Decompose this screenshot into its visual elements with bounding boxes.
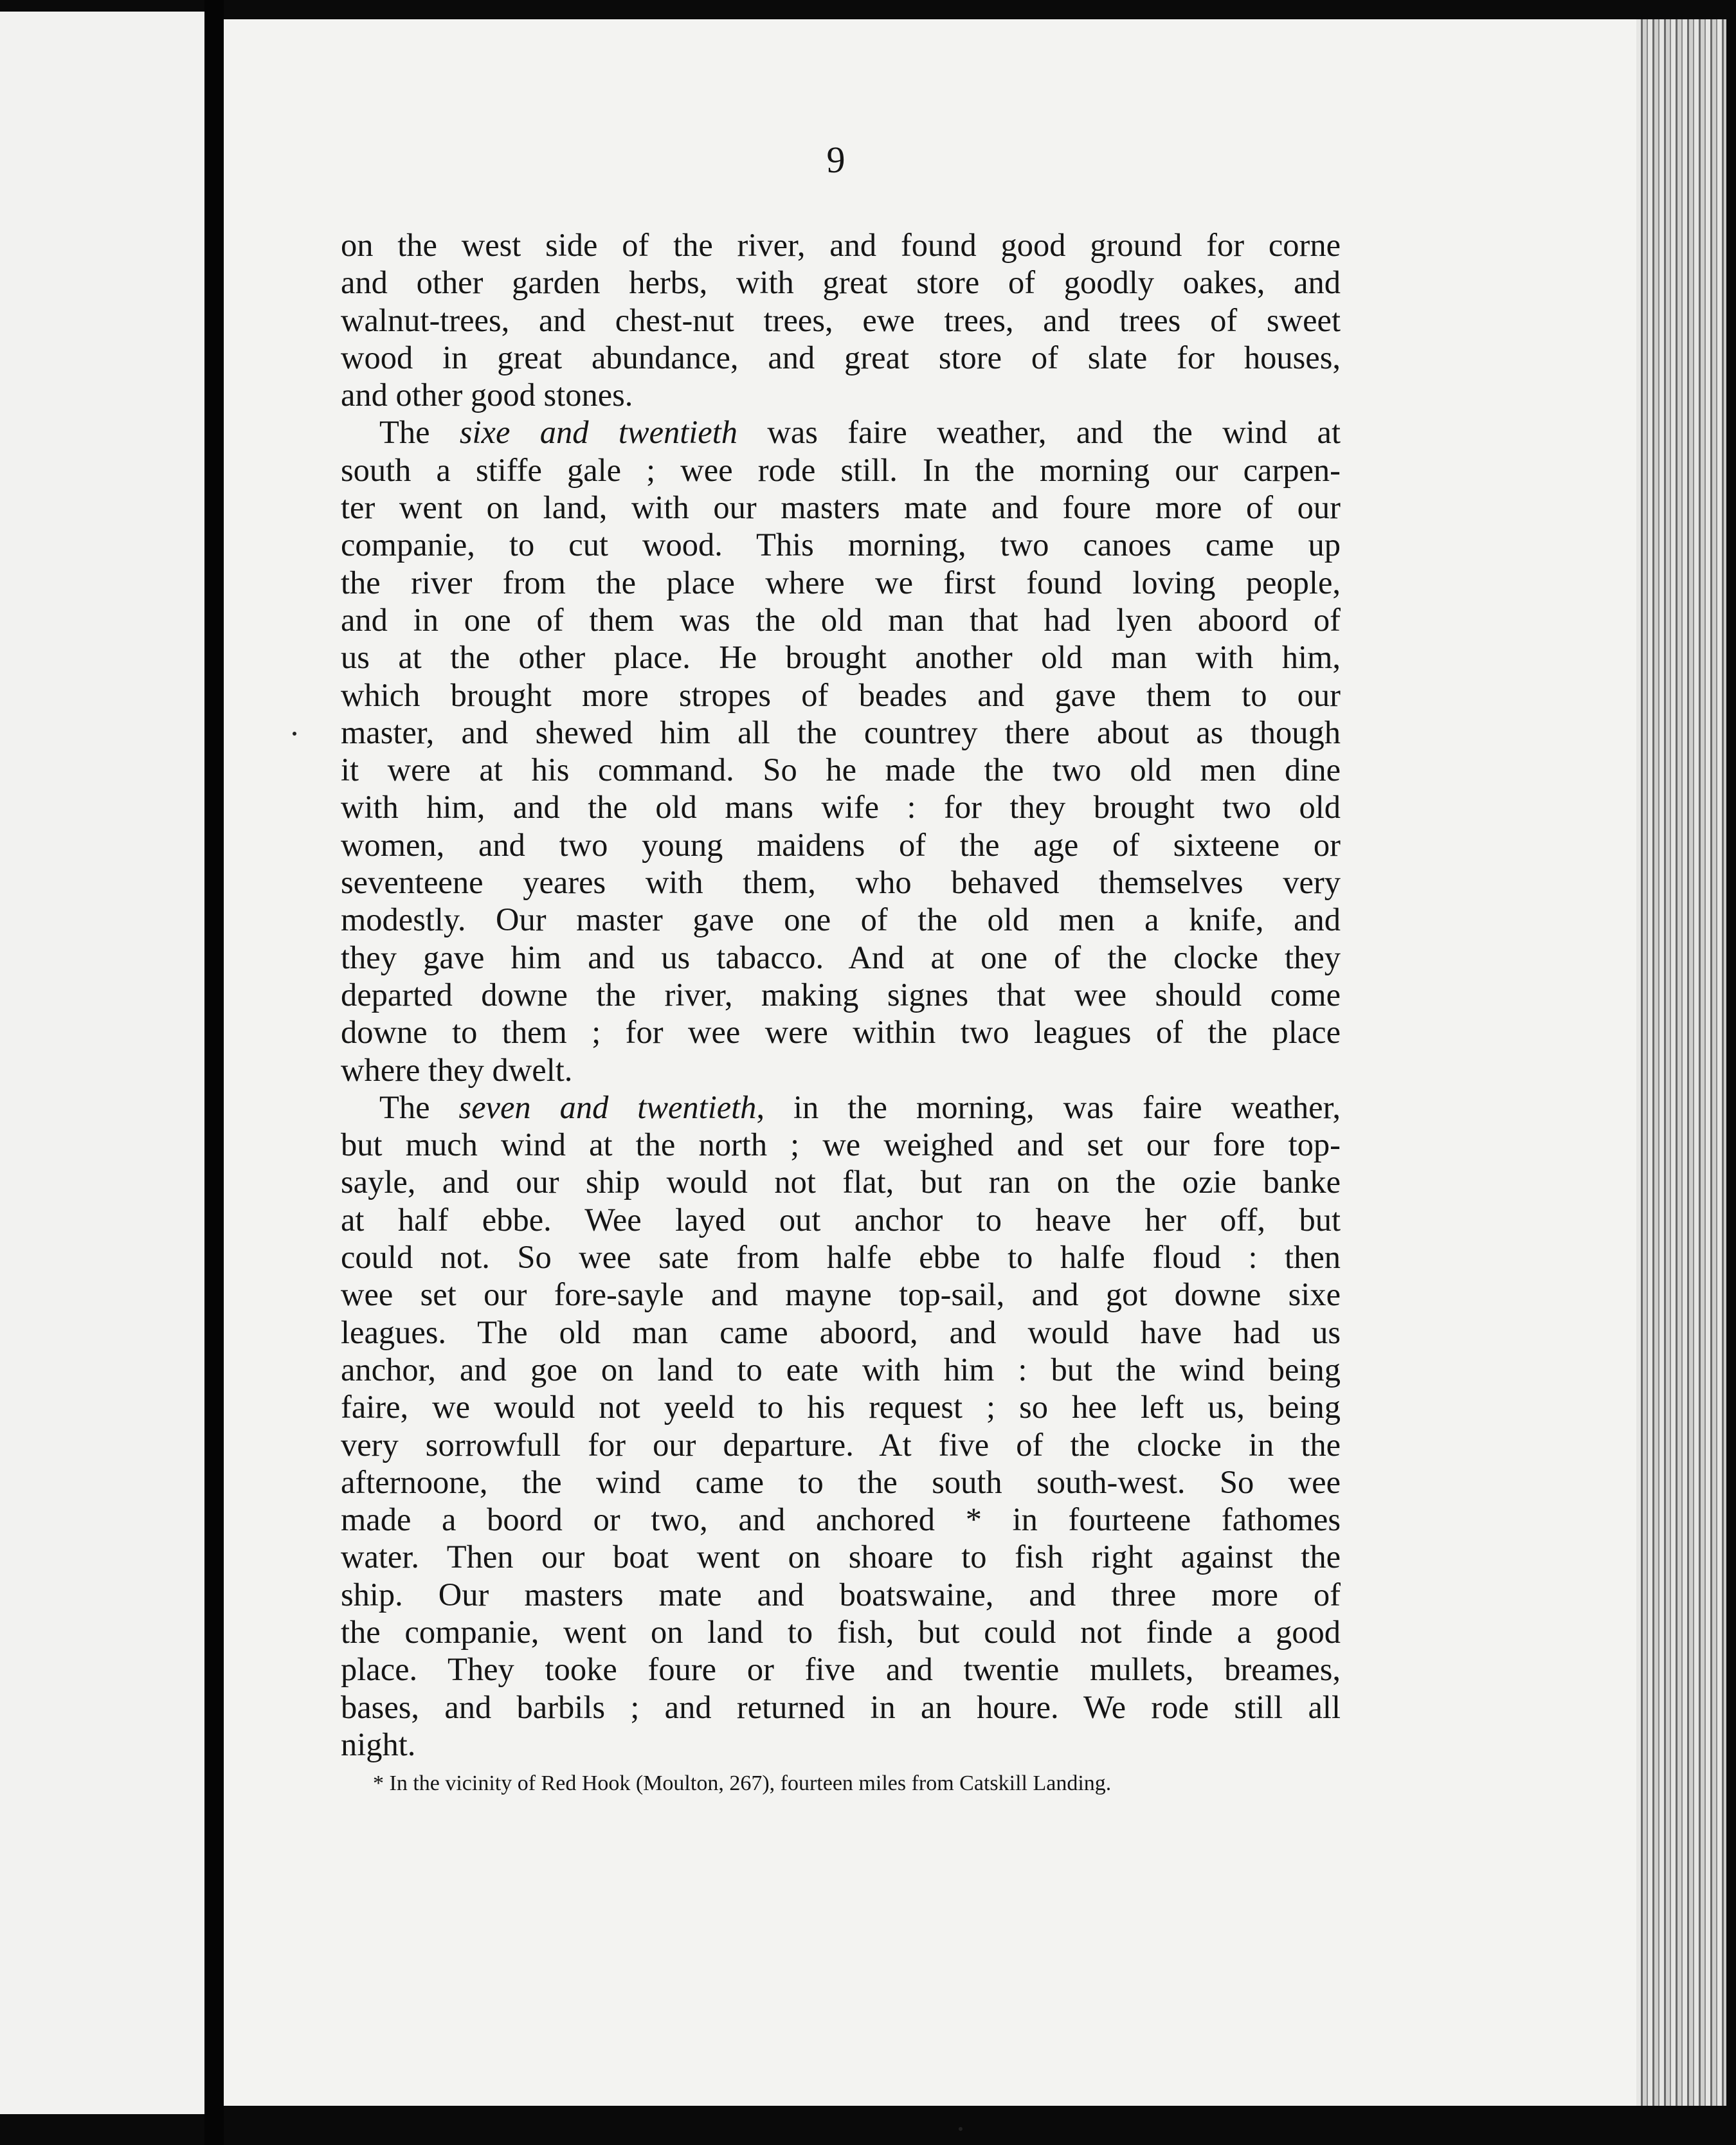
page-number: 9 xyxy=(826,139,845,181)
text-line: which brought more stropes of beades and gave them to our xyxy=(341,676,1341,713)
text-line: anchor, and goe on land to eate with him : but the wind being xyxy=(341,1351,1341,1388)
text-line: leagues. The old man came aboord, and would have had us xyxy=(341,1314,1341,1350)
text-line: women, and two young maidens of the age of sixteene or xyxy=(341,826,1341,863)
line-text: , in the morning, was faire weather, xyxy=(756,1089,1341,1125)
text-line: ship. Our masters mate and boatswaine, and three more of xyxy=(341,1576,1341,1613)
text-line: they gave him and us tabacco. And at one of the clocke they xyxy=(341,939,1341,975)
text-line: modestly. Our master gave one of the old men a knife, and xyxy=(341,901,1341,938)
ink-speck xyxy=(293,732,296,736)
line-text: The xyxy=(379,1089,459,1125)
text-line: the companie, went on land to fish, but could not finde a good xyxy=(341,1613,1341,1650)
date-italic: seven and twentieth xyxy=(458,1089,757,1125)
text-line: it were at his command. So he made the two old men dine xyxy=(341,752,1341,788)
text-line: master, and shewed him all the countrey there about as though xyxy=(341,714,1341,750)
paragraph-first-line xyxy=(341,413,1341,451)
text-line: very sorrowfull for our departure. At five of the clocke in the xyxy=(341,1426,1341,1463)
text-line: south a stiffe gale ; wee rode still. In the morning our carpen- xyxy=(341,451,1341,488)
text-line: seventeene yeares with them, who behaved themselves very xyxy=(341,864,1341,901)
body-text xyxy=(341,226,1341,1763)
text-line: and other garden herbs, with great store of goodly oakes, and xyxy=(341,264,1341,301)
page-edge-stack xyxy=(1636,19,1726,2106)
text-line: and other good stones. xyxy=(341,377,633,413)
text-line: companie, to cut wood. This morning, two canoes came up xyxy=(341,527,1341,563)
date-italic: sixe and twentieth xyxy=(459,414,737,451)
line-text: The xyxy=(379,414,460,451)
text-line: wood in great abundance, and great store of slate for houses, xyxy=(341,339,1341,376)
text-line: but much wind at the north ; we weighed and set our fore top- xyxy=(341,1127,1341,1163)
text-line: the river from the place where we first found loving people, xyxy=(341,564,1341,601)
text-line: ter went on land, with our masters mate and foure more of our xyxy=(341,489,1341,526)
text-line: faire, we would not yeeld to his request ; so hee left us, being xyxy=(341,1389,1341,1425)
text-line: night. xyxy=(341,1726,416,1762)
text-line: sayle, and our ship would not flat, but ran on the ozie banke xyxy=(341,1164,1341,1200)
text-line: place. They tooke foure or five and twentie mullets, breames, xyxy=(341,1651,1341,1688)
text-line: water. Then our boat went on shoare to fish right against the xyxy=(341,1539,1341,1575)
book-gutter xyxy=(204,0,224,2145)
ink-speck xyxy=(959,2127,963,2131)
footnote: * In the vicinity of Red Hook (Moulton, 267), fourteen miles from Catskill Landing. xyxy=(373,1771,1112,1795)
text-line: on the west side of the river, and found good ground for corne xyxy=(341,227,1341,263)
text-line: with him, and the old mans wife : for they brought two old xyxy=(341,789,1341,826)
text-line: could not. So wee sate from halfe ebbe to halfe floud : then xyxy=(341,1239,1341,1276)
left-page-fragment xyxy=(0,12,206,2114)
text-line: bases, and barbils ; and returned in an houre. We rode still all xyxy=(341,1688,1341,1725)
text-line: wee set our fore-sayle and mayne top-sail, and got downe sixe xyxy=(341,1276,1341,1313)
text-line: afternoone, the wind came to the south south-west. So wee xyxy=(341,1463,1341,1500)
text-line: us at the other place. He brought another old man with him, xyxy=(341,639,1341,676)
text-line: departed downe the river, making signes that wee should come xyxy=(341,976,1341,1013)
paragraph-first-line xyxy=(341,1089,1341,1126)
text-line: at half ebbe. Wee layed out anchor to heave her off, but xyxy=(341,1201,1341,1238)
text-line: made a boord or two, and anchored * in fourteene fathomes xyxy=(341,1501,1341,1538)
text-line: downe to them ; for wee were within two leagues of the place xyxy=(341,1014,1341,1051)
text-line: where they dwelt. xyxy=(341,1051,573,1088)
text-line: and in one of them was the old man that had lyen aboord of xyxy=(341,601,1341,638)
line-text: was faire weather, and the wind at xyxy=(737,414,1341,451)
text-line: walnut-trees, and chest-nut trees, ewe trees, and trees of sweet xyxy=(341,302,1341,338)
